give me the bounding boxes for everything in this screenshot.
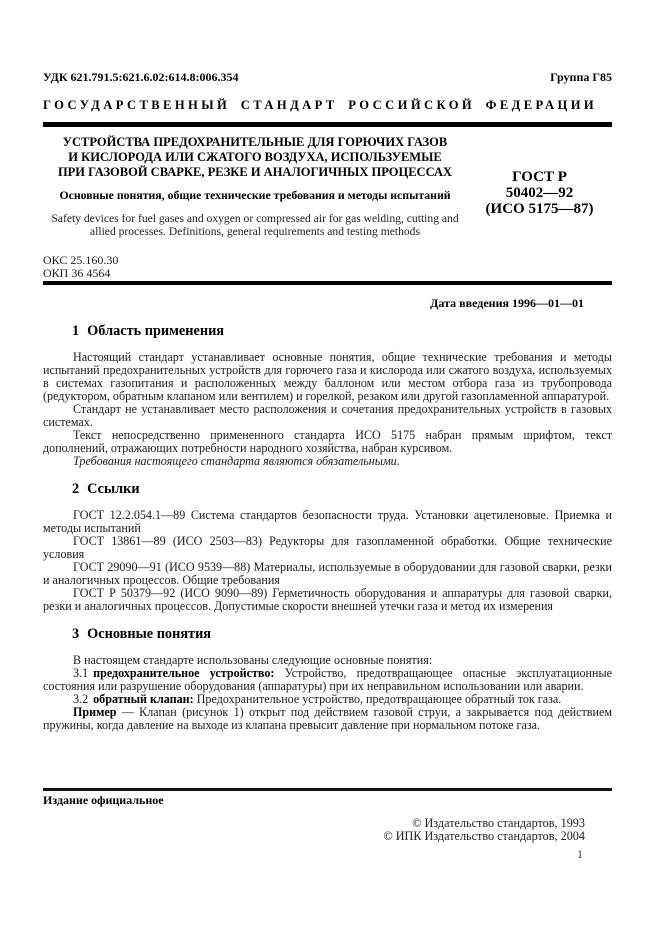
term-number: 3.1 [73,666,89,680]
divider-rule-top [43,122,612,127]
designation-line: ГОСТ Р [512,168,567,185]
term-item [43,667,612,693]
section-number: 2 [72,481,80,497]
introduction-date: Дата введения 1996—01—01 [430,296,584,310]
section-title: Основные понятия [87,626,212,642]
page-content [43,0,612,732]
section-body-references [43,509,612,613]
state-standard-header: ГОСУДАРСТВЕННЫЙ СТАНДАРТ РОССИЙСКОЙ ФЕДЕРАЦИИ [43,98,598,112]
official-edition-label: Издание официальное [43,793,164,807]
example-text: — Клапан (рисунок 1) открыт под действием газовой струи, а закрывается под действием пружины, когда давление на выходе из клапана превысит давление при нормальном потоке газа. [43,705,612,732]
section-number: 1 [72,323,80,339]
section-heading-concepts [72,626,612,643]
standard-subtitle: Основные понятия, общие технические требования и методы испытаний [59,187,451,202]
example-label: Пример [73,705,117,719]
english-title [43,212,467,238]
concepts-intro: В настоящем стандарте использованы следующие основные понятия: [73,653,433,667]
paragraph: Текст непосредственно примененного стандарта ИСО 5175 набран прямым шрифтом, текст дополнений, отражающих потребности народного хозяйства, набран курсивом. [43,428,612,455]
copyright-line: © Издательство стандартов, 1993 [412,816,585,830]
reference-item: ГОСТ Р 50379—92 (ИСО 9090—89) Герметичность оборудования и аппаратуры для газовой сварки, резки и аналогичных процессов. Допустимые скорости внешней утечки газа и метод их измерения [43,586,612,613]
designation-line: 50402—92 [505,184,574,201]
title-block [43,135,612,238]
term-name: обратный клапан: [93,692,194,706]
copyright-block [383,817,585,843]
section-body-scope [43,351,612,468]
footer-rule [43,788,612,791]
example-paragraph [43,706,612,732]
english-title-line: allied processes. Definitions, general requirements and testing methods [89,224,420,238]
paragraph: Стандарт не устанавливает место расположения и сочетания предохранительных устройств в газовых системах. [43,402,612,429]
okp-code: ОКП 36 4564 [43,265,111,280]
term-definition: Устройство, предотвращающее опасные эксплуатационные состояния или разрушение оборудования (аппаратуры) при их неправильном использовании или аварии. [43,666,612,693]
divider-rule-middle [43,281,612,286]
standard-title-line: И КИСЛОРОДА ИЛИ СЖАТОГО ВОЗДУХА, ИСПОЛЬЗУЕМЫЕ [68,149,442,164]
section-title: Область применения [87,323,225,339]
term-number: 3.2 [73,692,89,706]
term-name: предохранительное устройство: [93,666,275,680]
standard-designation [467,135,612,238]
group-code: Группа Г85 [550,70,612,84]
section-number: 3 [72,626,80,642]
reference-item: ГОСТ 29090—91 (ИСО 9539—88) Материалы, используемые в оборудовании для газовой сварки, резки и аналогичных процессов. Общие требования [43,560,612,587]
oks-code: ОКС 25.160.30 [43,252,119,267]
classification-row [43,71,612,84]
mandatory-note: Требования настоящего стандарта являются обязательными. [73,454,400,468]
reference-item: ГОСТ 12.2.054.1—89 Система стандартов безопасности труда. Установки ацетиленовые. Приемка и методы испытаний [43,508,612,535]
section-heading-references [72,481,612,498]
reference-item: ГОСТ 13861—89 (ИСО 2503—83) Редукторы для газопламенной обработки. Общие технические условия [43,534,612,561]
codes-block [43,254,612,280]
section-heading-scope [72,323,612,340]
page-number: 1 [577,847,583,861]
standard-title-line: ПРИ ГАЗОВОЙ СВАРКЕ, РЕЗКЕ И АНАЛОГИЧНЫХ ПРОЦЕССАХ [57,164,453,179]
paragraph: Настоящий стандарт устанавливает основные понятия, общие технические требования и методы испытаний предохранительных устройств для горючего газа и кислорода или сжатого воздуха, используемых в системах газопитания и расположенных между баллоном или местом отбора газа из трубопровода (редуктором, обратным клапаном или вентилем) и горелкой, резаком или другой газопламенной аппаратурой. [43,350,612,403]
standard-title-line: УСТРОЙСТВА ПРЕДОХРАНИТЕЛЬНЫЕ ДЛЯ ГОРЮЧИХ ГАЗОВ [62,134,448,149]
designation-line: (ИСО 5175—87) [485,200,594,217]
title-main-column [43,135,467,238]
copyright-line: © ИПК Издательство стандартов, 2004 [383,829,585,843]
english-title-line: Safety devices for fuel gases and oxygen or compressed air for gas welding, cutting and [51,211,459,225]
section-body-concepts [43,654,612,732]
term-definition: Предохранительное устройство, предотвращающее обратный ток газа. [196,692,562,706]
udk-code: УДК 621.791.5:621.6.02:614.8:006.354 [43,70,239,84]
section-title: Ссылки [87,481,140,497]
